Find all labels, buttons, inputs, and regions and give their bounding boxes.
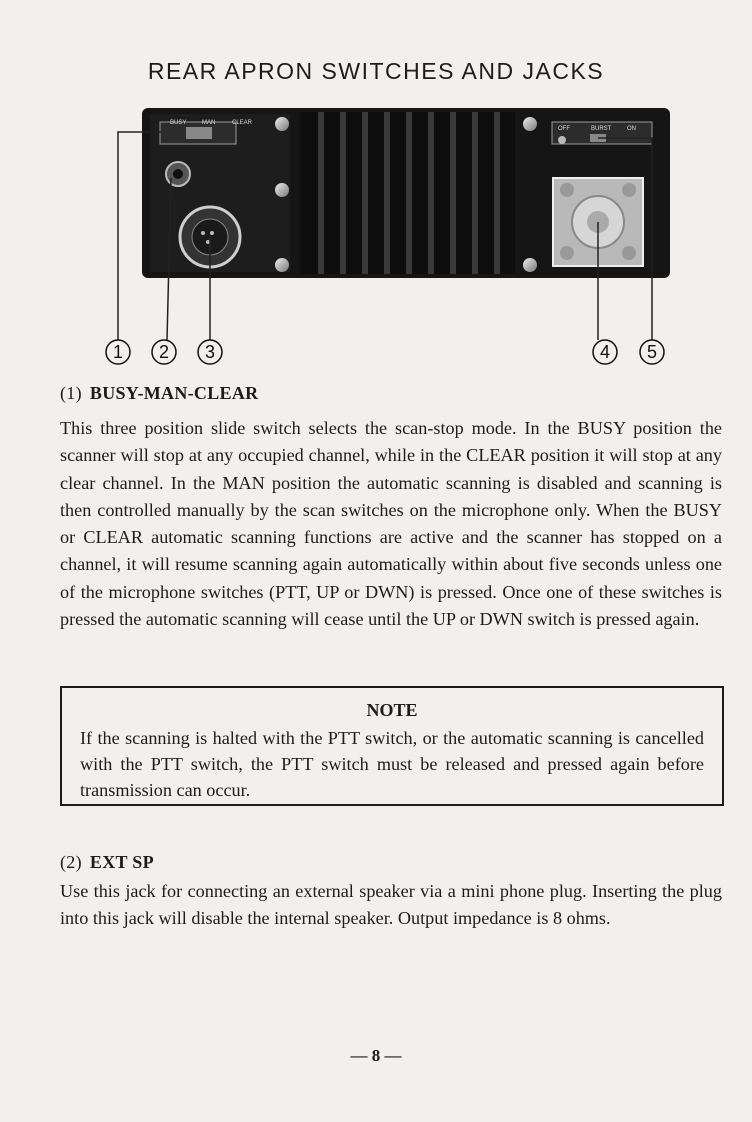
switch-label-off: OFF bbox=[558, 126, 570, 132]
switch-label-busy: BUSY bbox=[170, 120, 187, 126]
callout-3: 3 bbox=[204, 342, 216, 362]
section-1-number: (1) bbox=[60, 383, 82, 403]
callout-5: 5 bbox=[646, 342, 658, 362]
switch-label-man: MAN bbox=[202, 120, 216, 126]
callout-4: 4 bbox=[599, 342, 611, 362]
rear-panel-illustration bbox=[0, 100, 752, 390]
switch-label-clear: CLEAR bbox=[232, 120, 253, 126]
section-2-heading bbox=[60, 852, 154, 873]
page-heading: REAR APRON SWITCHES AND JACKS bbox=[147, 58, 605, 84]
section-1-title: BUSY-MAN-CLEAR bbox=[89, 383, 259, 403]
note-title: NOTE bbox=[366, 700, 418, 720]
switch-label-burst: BURST bbox=[591, 126, 612, 132]
switch-label-on: ON bbox=[627, 126, 636, 132]
callout-2: 2 bbox=[158, 342, 170, 362]
section-2-text: Use this jack for connecting an external speaker via a mini phone plug. Inserting the plug into this jack will disable the internal speaker. Output impedance is 8 ohms. bbox=[60, 881, 722, 929]
note-box bbox=[60, 686, 724, 806]
section-1-heading bbox=[60, 383, 258, 404]
section-1-body bbox=[60, 415, 722, 633]
section-2-body bbox=[60, 878, 722, 933]
callout-1: 1 bbox=[112, 342, 124, 362]
heat-sink bbox=[300, 112, 515, 274]
section-2-title: EXT SP bbox=[89, 852, 154, 872]
note-text: If the scanning is halted with the PTT switch, or the automatic scanning is cancelled with the PTT switch, the PTT switch must be released and pressed again before transmission can occur. bbox=[80, 728, 704, 800]
section-1-text: This three position slide switch selects the scan-stop mode. In the BUSY position the scanner will stop at any occupied channel, while in the CLEAR position it will stop at any clear channel. In the MAN position the automatic scanning is disabled and scanning is then controlled manually by the scan switches on the microphone only. When the BUSY or CLEAR automatic scanning functions are active and the scanner has stopped on a channel, it will resume scanning again automatically within about five seconds unless one of the microphone switches (PTT, UP or DWN) is pressed. Once one of these switches is pressed the automatic scanning will cease until the UP or DWN switch is pressed again. bbox=[60, 418, 722, 630]
section-2-number: (2) bbox=[60, 852, 82, 872]
page-number: — 8 — bbox=[350, 1046, 402, 1065]
